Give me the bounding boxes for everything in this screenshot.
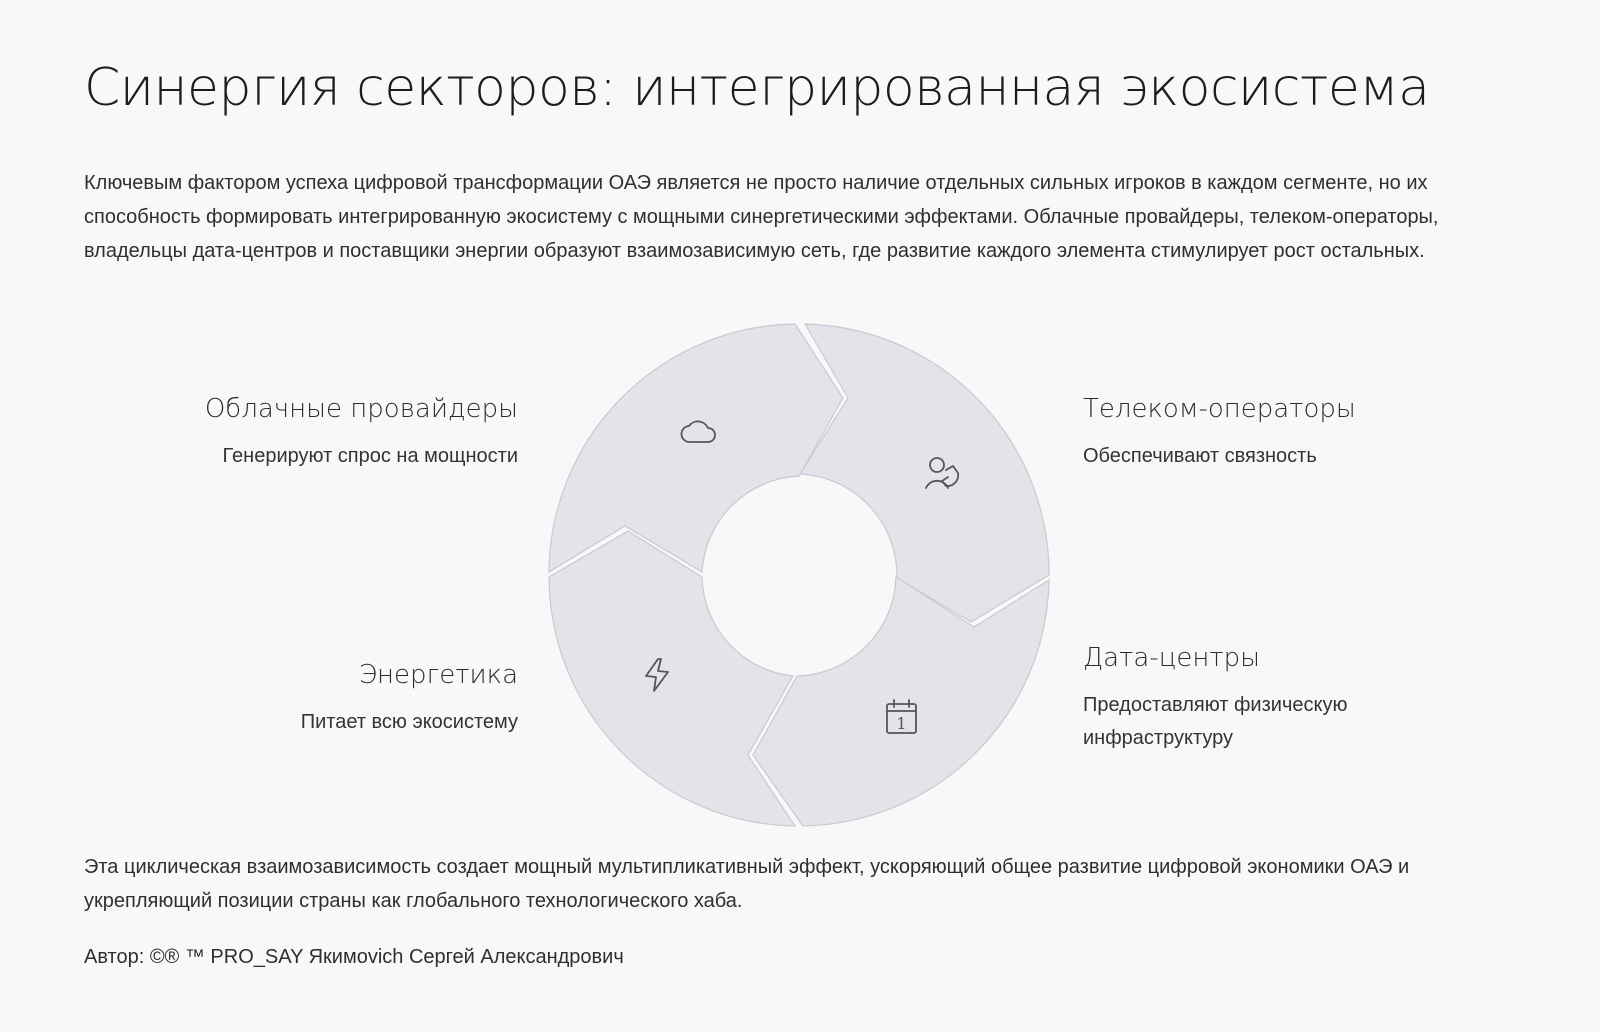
sector-desc-data-centers: Предоставляют физическую инфраструктуру (1083, 694, 1348, 749)
segment-data-centers (753, 577, 1049, 826)
sector-title-cloud-providers: Облачные провайдеры (204, 394, 518, 424)
author-credit: Автор: ©® ™ PRO_SAY Якимovich Сергей Александрович (84, 946, 624, 968)
page-title: Синергия секторов: интегрированная экосистема (84, 58, 1430, 118)
sector-title-energy: Энергетика (358, 660, 518, 690)
sector-desc-telecom: Обеспечивают связность (1083, 445, 1317, 467)
intro-paragraph: Ключевым фактором успеха цифровой трансформации ОАЭ является не просто наличие отдельных сильных игроков в каждом сегменте, но их способность формировать интегрированную экосистему с мощными синергетическими эффектами. Облачные провайдеры, телеком-операторы, владельцы дата-центров и поставщики энергии образуют взаимозависимую сеть, где развитие каждого элемента стимулирует рост остальных. (84, 172, 1439, 262)
sector-title-data-centers: Дата-центры (1083, 643, 1261, 673)
sector-title-telecom: Телеком-операторы (1083, 394, 1356, 424)
segment-cloud-providers (549, 324, 843, 572)
sector-desc-cloud-providers: Генерируют спрос на мощности (222, 445, 518, 467)
segment-energy (549, 531, 795, 826)
closing-paragraph: Эта циклическая взаимозависимость создает мощный мультипликативный эффект, ускоряющий общее развитие цифровой экономики ОАЭ и укрепляющий позиции страны как глобального технологического хаба. (84, 856, 1410, 912)
calendar-icon-number: 1 (896, 714, 907, 733)
sector-desc-energy: Питает всю экосистему (300, 711, 518, 733)
segment-telecom (800, 324, 1049, 622)
ring-segments (549, 324, 1049, 826)
